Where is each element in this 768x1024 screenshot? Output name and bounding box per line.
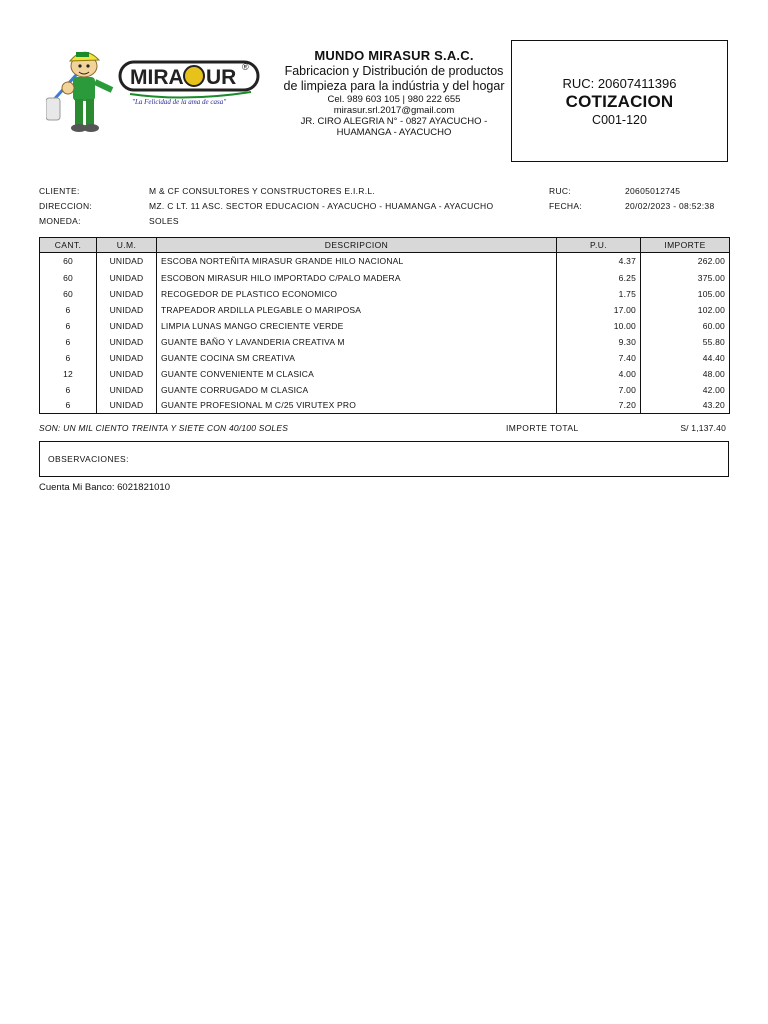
col-header-importe: IMPORTE — [641, 238, 730, 253]
cell-descripcion: ESCOBA NORTEÑITA MIRASUR GRANDE HILO NACIONAL — [157, 253, 557, 270]
table-row — [40, 398, 730, 414]
cell-descripcion: TRAPEADOR ARDILLA PLEGABLE O MARIPOSA — [157, 302, 557, 318]
moneda-label: MONEDA: — [39, 216, 81, 226]
cliente-value: M & CF CONSULTORES Y CONSTRUCTORES E.I.R.L. — [149, 186, 376, 196]
cell-importe: 375.00 — [641, 270, 730, 286]
client-ruc-value: 20605012745 — [625, 186, 681, 196]
cell-um: UNIDAD — [97, 382, 157, 398]
cell-pu: 7.00 — [557, 382, 641, 398]
cell-importe: 48.00 — [641, 366, 730, 382]
cell-importe: 105.00 — [641, 286, 730, 302]
cell-importe: 60.00 — [641, 318, 730, 334]
cell-um: UNIDAD — [97, 366, 157, 382]
company-phones: Cel. 989 603 105 | 980 222 655 — [327, 93, 461, 105]
cell-importe: 102.00 — [641, 302, 730, 318]
cell-descripcion: GUANTE BAÑO Y LAVANDERIA CREATIVA M — [157, 334, 557, 350]
cell-descripcion: RECOGEDOR DE PLASTICO ECONOMICO — [157, 286, 557, 302]
company-name: MUNDO MIRASUR S.A.C. — [314, 48, 474, 63]
table-row — [40, 366, 730, 382]
cell-descripcion: GUANTE CORRUGADO M CLASICA — [157, 382, 557, 398]
svg-text:"La Felicidad de la ama de cas: "La Felicidad de la ama de casa" — [132, 98, 227, 106]
amount-in-words: SON: UN MIL CIENTO TREINTA Y SIETE CON 40/100 SOLES — [39, 423, 289, 433]
cell-um: UNIDAD — [97, 318, 157, 334]
cell-cant: 60 — [40, 253, 97, 270]
cell-cant: 6 — [40, 302, 97, 318]
cell-importe: 44.40 — [641, 350, 730, 366]
issuer-ruc: RUC: 20607411396 — [562, 76, 677, 91]
table-row — [40, 318, 730, 334]
observations-label: OBSERVACIONES: — [48, 454, 129, 464]
col-header-pu: P.U. — [557, 238, 641, 253]
table-row — [40, 253, 730, 270]
cell-descripcion: GUANTE COCINA SM CREATIVA — [157, 350, 557, 366]
fecha-value: 20/02/2023 - 08:52:38 — [625, 201, 715, 211]
col-header-um: U.M. — [97, 238, 157, 253]
cell-pu: 7.20 — [557, 398, 641, 414]
cell-cant: 12 — [40, 366, 97, 382]
mirasur-logo-graphic — [46, 44, 268, 138]
cell-pu: 7.40 — [557, 350, 641, 366]
direccion-value: MZ. C LT. 11 ASC. SECTOR EDUCACION - AYACUCHO - HUAMANGA - AYACUCHO — [149, 201, 494, 211]
cell-um: UNIDAD — [97, 286, 157, 302]
items-table — [39, 237, 730, 414]
cell-cant: 6 — [40, 318, 97, 334]
cell-pu: 4.00 — [557, 366, 641, 382]
cell-pu: 10.00 — [557, 318, 641, 334]
document-id-box — [511, 40, 728, 162]
brand-wordmark — [120, 62, 258, 106]
cell-descripcion: GUANTE PROFESIONAL M C/25 VIRUTEX PRO — [157, 398, 557, 414]
cell-pu: 4.37 — [557, 253, 641, 270]
table-row — [40, 350, 730, 366]
total-value: S/ 1,137.40 — [680, 423, 726, 433]
fecha-label: FECHA: — [549, 201, 582, 211]
total-label: IMPORTE TOTAL — [506, 423, 579, 433]
document-number: C001-120 — [592, 113, 647, 127]
cell-importe: 43.20 — [641, 398, 730, 414]
cell-um: UNIDAD — [97, 253, 157, 270]
svg-text:MIRA: MIRA — [130, 66, 184, 89]
svg-text:®: ® — [242, 62, 249, 72]
cliente-label: CLIENTE: — [39, 186, 80, 196]
cell-cant: 6 — [40, 350, 97, 366]
cell-cant: 6 — [40, 398, 97, 414]
cell-importe: 55.80 — [641, 334, 730, 350]
table-row — [40, 334, 730, 350]
cell-cant: 60 — [40, 270, 97, 286]
client-ruc-label: RUC: — [549, 186, 571, 196]
cell-descripcion: LIMPIA LUNAS MANGO CRECIENTE VERDE — [157, 318, 557, 334]
cell-um: UNIDAD — [97, 398, 157, 414]
cell-cant: 6 — [40, 382, 97, 398]
col-header-descripcion: DESCRIPCION — [157, 238, 557, 253]
cell-um: UNIDAD — [97, 334, 157, 350]
company-info — [278, 48, 510, 139]
table-header-row — [40, 238, 730, 253]
cell-importe: 42.00 — [641, 382, 730, 398]
cell-um: UNIDAD — [97, 302, 157, 318]
table-row — [40, 270, 730, 286]
col-header-cant: CANT. — [40, 238, 97, 253]
cell-um: UNIDAD — [97, 350, 157, 366]
bank-account: Cuenta Mi Banco: 6021821010 — [39, 482, 170, 493]
cell-descripcion: GUANTE CONVENIENTE M CLASICA — [157, 366, 557, 382]
cell-descripcion: ESCOBON MIRASUR HILO IMPORTADO C/PALO MADERA — [157, 270, 557, 286]
company-address: JR. CIRO ALEGRIA N° - 0827 AYACUCHO - HUAMANGA - AYACUCHO — [300, 116, 488, 139]
company-description: Fabricacion y Distribución de productos de limpieza para la indústria y del hogar — [283, 64, 505, 94]
cell-pu: 9.30 — [557, 334, 641, 350]
cell-pu: 1.75 — [557, 286, 641, 302]
company-email: mirasur.srl.2017@gmail.com — [333, 105, 455, 117]
moneda-value: SOLES — [149, 216, 179, 226]
cell-um: UNIDAD — [97, 270, 157, 286]
direccion-label: DIRECCION: — [39, 201, 93, 211]
company-logo — [46, 44, 268, 138]
observations-box — [39, 441, 729, 477]
cell-importe: 262.00 — [641, 253, 730, 270]
cell-cant: 60 — [40, 286, 97, 302]
table-row — [40, 286, 730, 302]
table-row — [40, 302, 730, 318]
cell-pu: 6.25 — [557, 270, 641, 286]
table-row — [40, 382, 730, 398]
cell-pu: 17.00 — [557, 302, 641, 318]
mascot-icon — [46, 52, 112, 132]
svg-text:UR: UR — [206, 66, 237, 89]
cell-cant: 6 — [40, 334, 97, 350]
document-title: COTIZACION — [565, 92, 674, 111]
